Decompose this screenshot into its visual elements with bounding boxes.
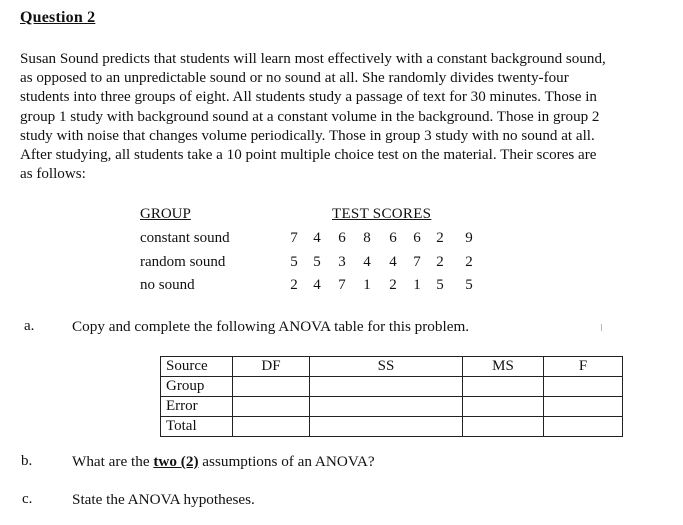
score-cell: 2: [436, 230, 444, 246]
score-cell: 6: [413, 230, 421, 246]
prompt-line: study with noise that changes volume periodically. Those in group 3 study with no sound at all.: [20, 127, 595, 144]
anova-source-cell: Group: [161, 377, 233, 397]
score-cell: 7: [290, 230, 298, 246]
anova-empty-cell: [463, 377, 544, 397]
part-b-text-before: What are the: [72, 453, 154, 470]
score-cell: 5: [290, 254, 298, 270]
part-c-text: State the ANOVA hypotheses.: [72, 491, 255, 508]
part-a-label: a.: [24, 318, 35, 334]
score-cell: 1: [363, 277, 371, 293]
anova-header-df: DF: [233, 357, 310, 377]
anova-empty-cell: [233, 377, 310, 397]
score-cell: 1: [413, 277, 421, 293]
score-cell: 4: [313, 277, 321, 293]
scores-column-header: TEST SCORES: [332, 206, 432, 222]
anova-row-total: [161, 417, 623, 437]
anova-row-group: [161, 377, 623, 397]
part-b-label: b.: [21, 453, 33, 469]
anova-source-cell: Total: [161, 417, 233, 437]
prompt-line: students into three groups of eight. All students study a passage of text for 30 minutes. Those in: [20, 89, 597, 106]
score-cell: 2: [436, 254, 444, 270]
score-cell: 2: [465, 254, 473, 270]
anova-empty-cell: [310, 417, 463, 437]
score-cell: 6: [389, 230, 397, 246]
score-cell: 4: [389, 254, 397, 270]
prompt-line: group 1 study with background sound at a constant volume in the background. Those in group 2: [20, 108, 600, 125]
anova-header-row: [161, 357, 623, 377]
anova-empty-cell: [544, 377, 623, 397]
score-cell: 6: [338, 230, 346, 246]
score-cell: 3: [338, 254, 346, 270]
prompt-line: Susan Sound predicts that students will learn most effectively with a constant background sound,: [20, 51, 606, 67]
score-cell: 5: [436, 277, 444, 293]
anova-empty-cell: [463, 417, 544, 437]
group-name-none: no sound: [140, 277, 195, 293]
part-b-text-after: assumptions of an ANOVA?: [198, 453, 375, 470]
stray-pen-mark: [601, 324, 602, 331]
score-cell: 5: [313, 254, 321, 270]
score-cell: 9: [465, 230, 473, 246]
question-prompt: [20, 50, 675, 184]
group-column-header: GROUP: [140, 206, 191, 222]
group-name-constant: constant sound: [140, 230, 230, 246]
score-cell: 4: [313, 230, 321, 246]
anova-source-cell: Error: [161, 397, 233, 417]
prompt-line: After studying, all students take a 10 point multiple choice test on the material. Their scores are: [20, 147, 597, 164]
anova-header-source: Source: [161, 357, 233, 377]
anova-empty-cell: [233, 417, 310, 437]
part-c-label: c.: [22, 491, 33, 507]
anova-empty-cell: [463, 397, 544, 417]
score-cell: 4: [363, 254, 371, 270]
anova-row-error: [161, 397, 623, 417]
score-cell: 5: [465, 277, 473, 293]
anova-header-ss: SS: [310, 357, 463, 377]
anova-empty-cell: [310, 397, 463, 417]
score-cell: 8: [363, 230, 371, 246]
prompt-line: as opposed to an unpredictable sound or no sound at all. She randomly divides twenty-four: [20, 70, 569, 87]
part-b-emphasis: two (2): [153, 453, 199, 470]
score-cell: 7: [413, 254, 421, 270]
group-name-random: random sound: [140, 254, 226, 270]
prompt-line: as follows:: [20, 166, 86, 183]
anova-empty-cell: [544, 417, 623, 437]
anova-header-ms: MS: [463, 357, 544, 377]
part-a-text: Copy and complete the following ANOVA table for this problem.: [72, 318, 470, 335]
score-cell: 7: [338, 277, 346, 293]
question-title: Question 2: [20, 9, 96, 26]
anova-table: [160, 356, 623, 437]
part-b-text: [72, 453, 375, 471]
score-cell: 2: [290, 277, 298, 293]
anova-empty-cell: [310, 377, 463, 397]
score-cell: 2: [389, 277, 397, 293]
anova-empty-cell: [233, 397, 310, 417]
anova-header-f: F: [544, 357, 623, 377]
anova-empty-cell: [544, 397, 623, 417]
